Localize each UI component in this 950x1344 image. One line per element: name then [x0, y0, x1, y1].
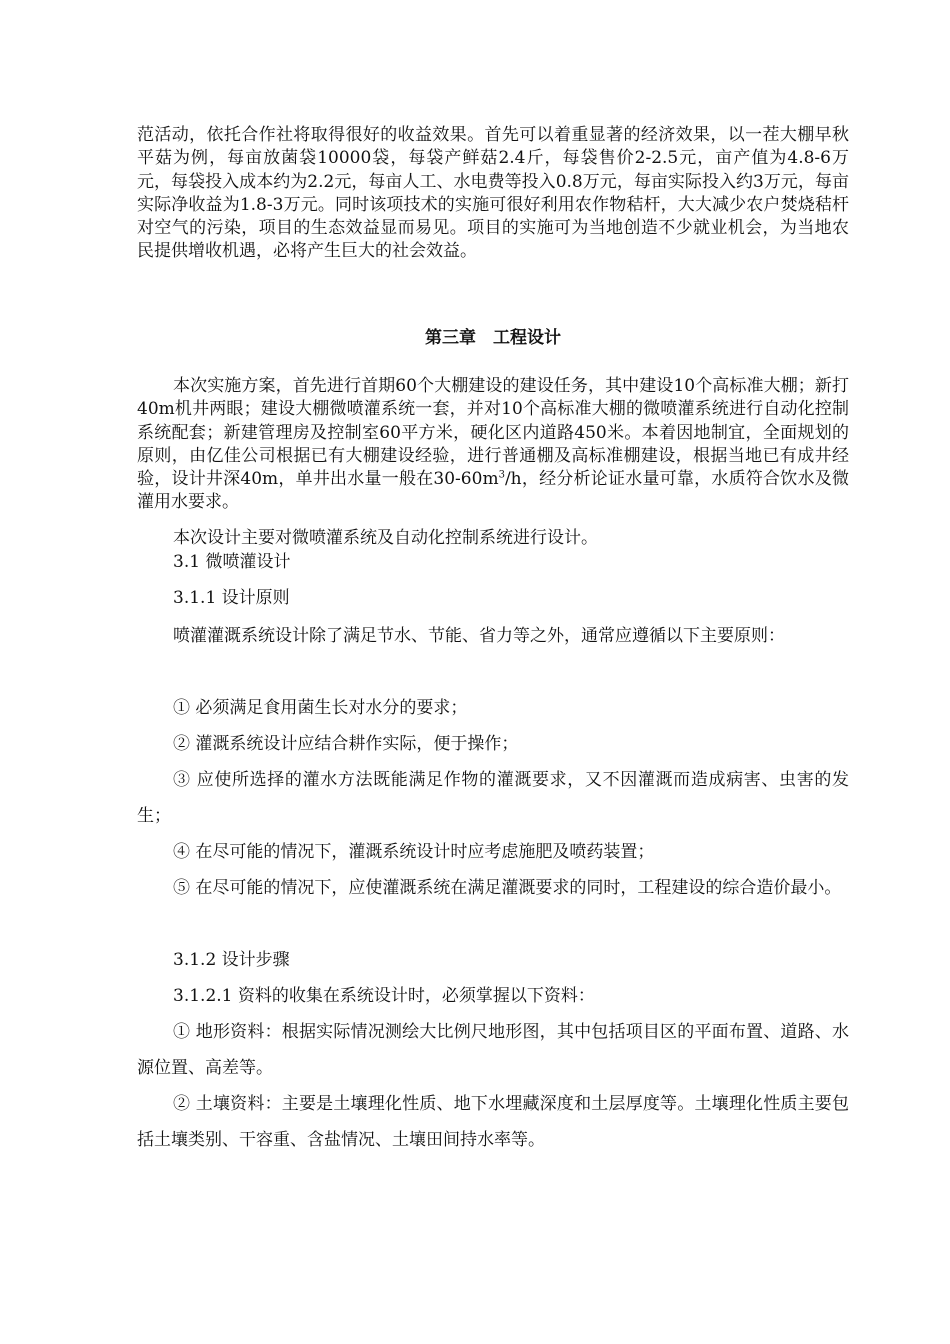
principle-item-5: ⑤ 在尽可能的情况下，应使灌溉系统在满足灌溉要求的同时，工程建设的综合造价最小。	[173, 878, 842, 898]
principle-item-2: ② 灌溉系统设计应结合耕作实际，便于操作；	[173, 734, 519, 754]
implementation-text-1: 本次实施方案，首先进行首期60个大棚建设的建设任务，其中建设10个高标准大棚；新打40m机井两眼；建设大棚微喷灌系统一套，并对10个高标准大棚的微喷灌系统进行自动化控制系统配套；新建管理房及控制室60平方米，硬化区内道路450米。本着因地制宜，全面规划的原则，由亿佳公司根据已有大棚建设经验，进行普通棚及高标准棚建设，根据当地已有成井经验，设计井深40m，单井出水量一般在30-60m	[137, 376, 849, 490]
section-3-1-2-1-heading: 3.1.2.1 资料的收集在系统设计时，必须掌握以下资料：	[173, 986, 595, 1006]
implementation-paragraph	[137, 375, 849, 515]
unit-superscript: 3	[498, 469, 505, 481]
principle-item-3: ③ 应使所选择的灌水方法既能满足作物的灌溉要求，又不因灌溉而造成病害、虫害的发生；	[137, 770, 849, 826]
implementation-text-2: /h，经分析论证水量可靠，水质符合饮水及微灌用水要求。	[137, 469, 849, 513]
principle-item-1: ① 必须满足食用菌生长对水分的要求；	[173, 698, 468, 718]
section-3-1-heading: 3.1 微喷灌设计	[173, 552, 291, 572]
data-item-soil: ② 土壤资料：主要是土壤理化性质、地下水埋藏深度和土层厚度等。土壤理化性质主要包括土壤类别、干容重、含盐情况、土壤田间持水率等。	[137, 1094, 849, 1150]
design-scope-paragraph: 本次设计主要对微喷灌系统及自动化控制系统进行设计。	[173, 528, 598, 548]
principle-item-4: ④ 在尽可能的情况下，灌溉系统设计时应考虑施肥及喷药装置；	[173, 842, 655, 862]
section-3-1-2-heading: 3.1.2 设计步骤	[173, 950, 290, 970]
chapter-title: 第三章 工程设计	[425, 328, 561, 348]
intro-paragraph: 范活动，依托合作社将取得很好的收益效果。首先可以着重显著的经济效果，以一茬大棚早秋平菇为例，每亩放菌袋10000袋，每袋产鲜菇2.4斤，每袋售价2-2.5元，亩产值为4.8-6万元，每袋投入成本约为2.2元，每亩人工、水电费等投入0.8万元，每亩实际投入约3万元，每亩实际净收益为1.8-3万元。同时该项技术的实施可很好利用农作物秸杆，大大减少农户焚烧秸杆对空气的污染，项目的生态效益显而易见。项目的实施可为当地创造不少就业机会，为当地农民提供增收机遇，必将产生巨大的社会效益。	[137, 125, 849, 262]
section-3-1-1-heading: 3.1.1 设计原则	[173, 588, 290, 608]
data-item-terrain: ① 地形资料：根据实际情况测绘大比例尺地形图，其中包括项目区的平面布置、道路、水源位置、高差等。	[137, 1022, 849, 1078]
principle-intro-paragraph: 喷灌灌溉系统设计除了满足节水、节能、省力等之外，通常应遵循以下主要原则：	[173, 626, 785, 646]
